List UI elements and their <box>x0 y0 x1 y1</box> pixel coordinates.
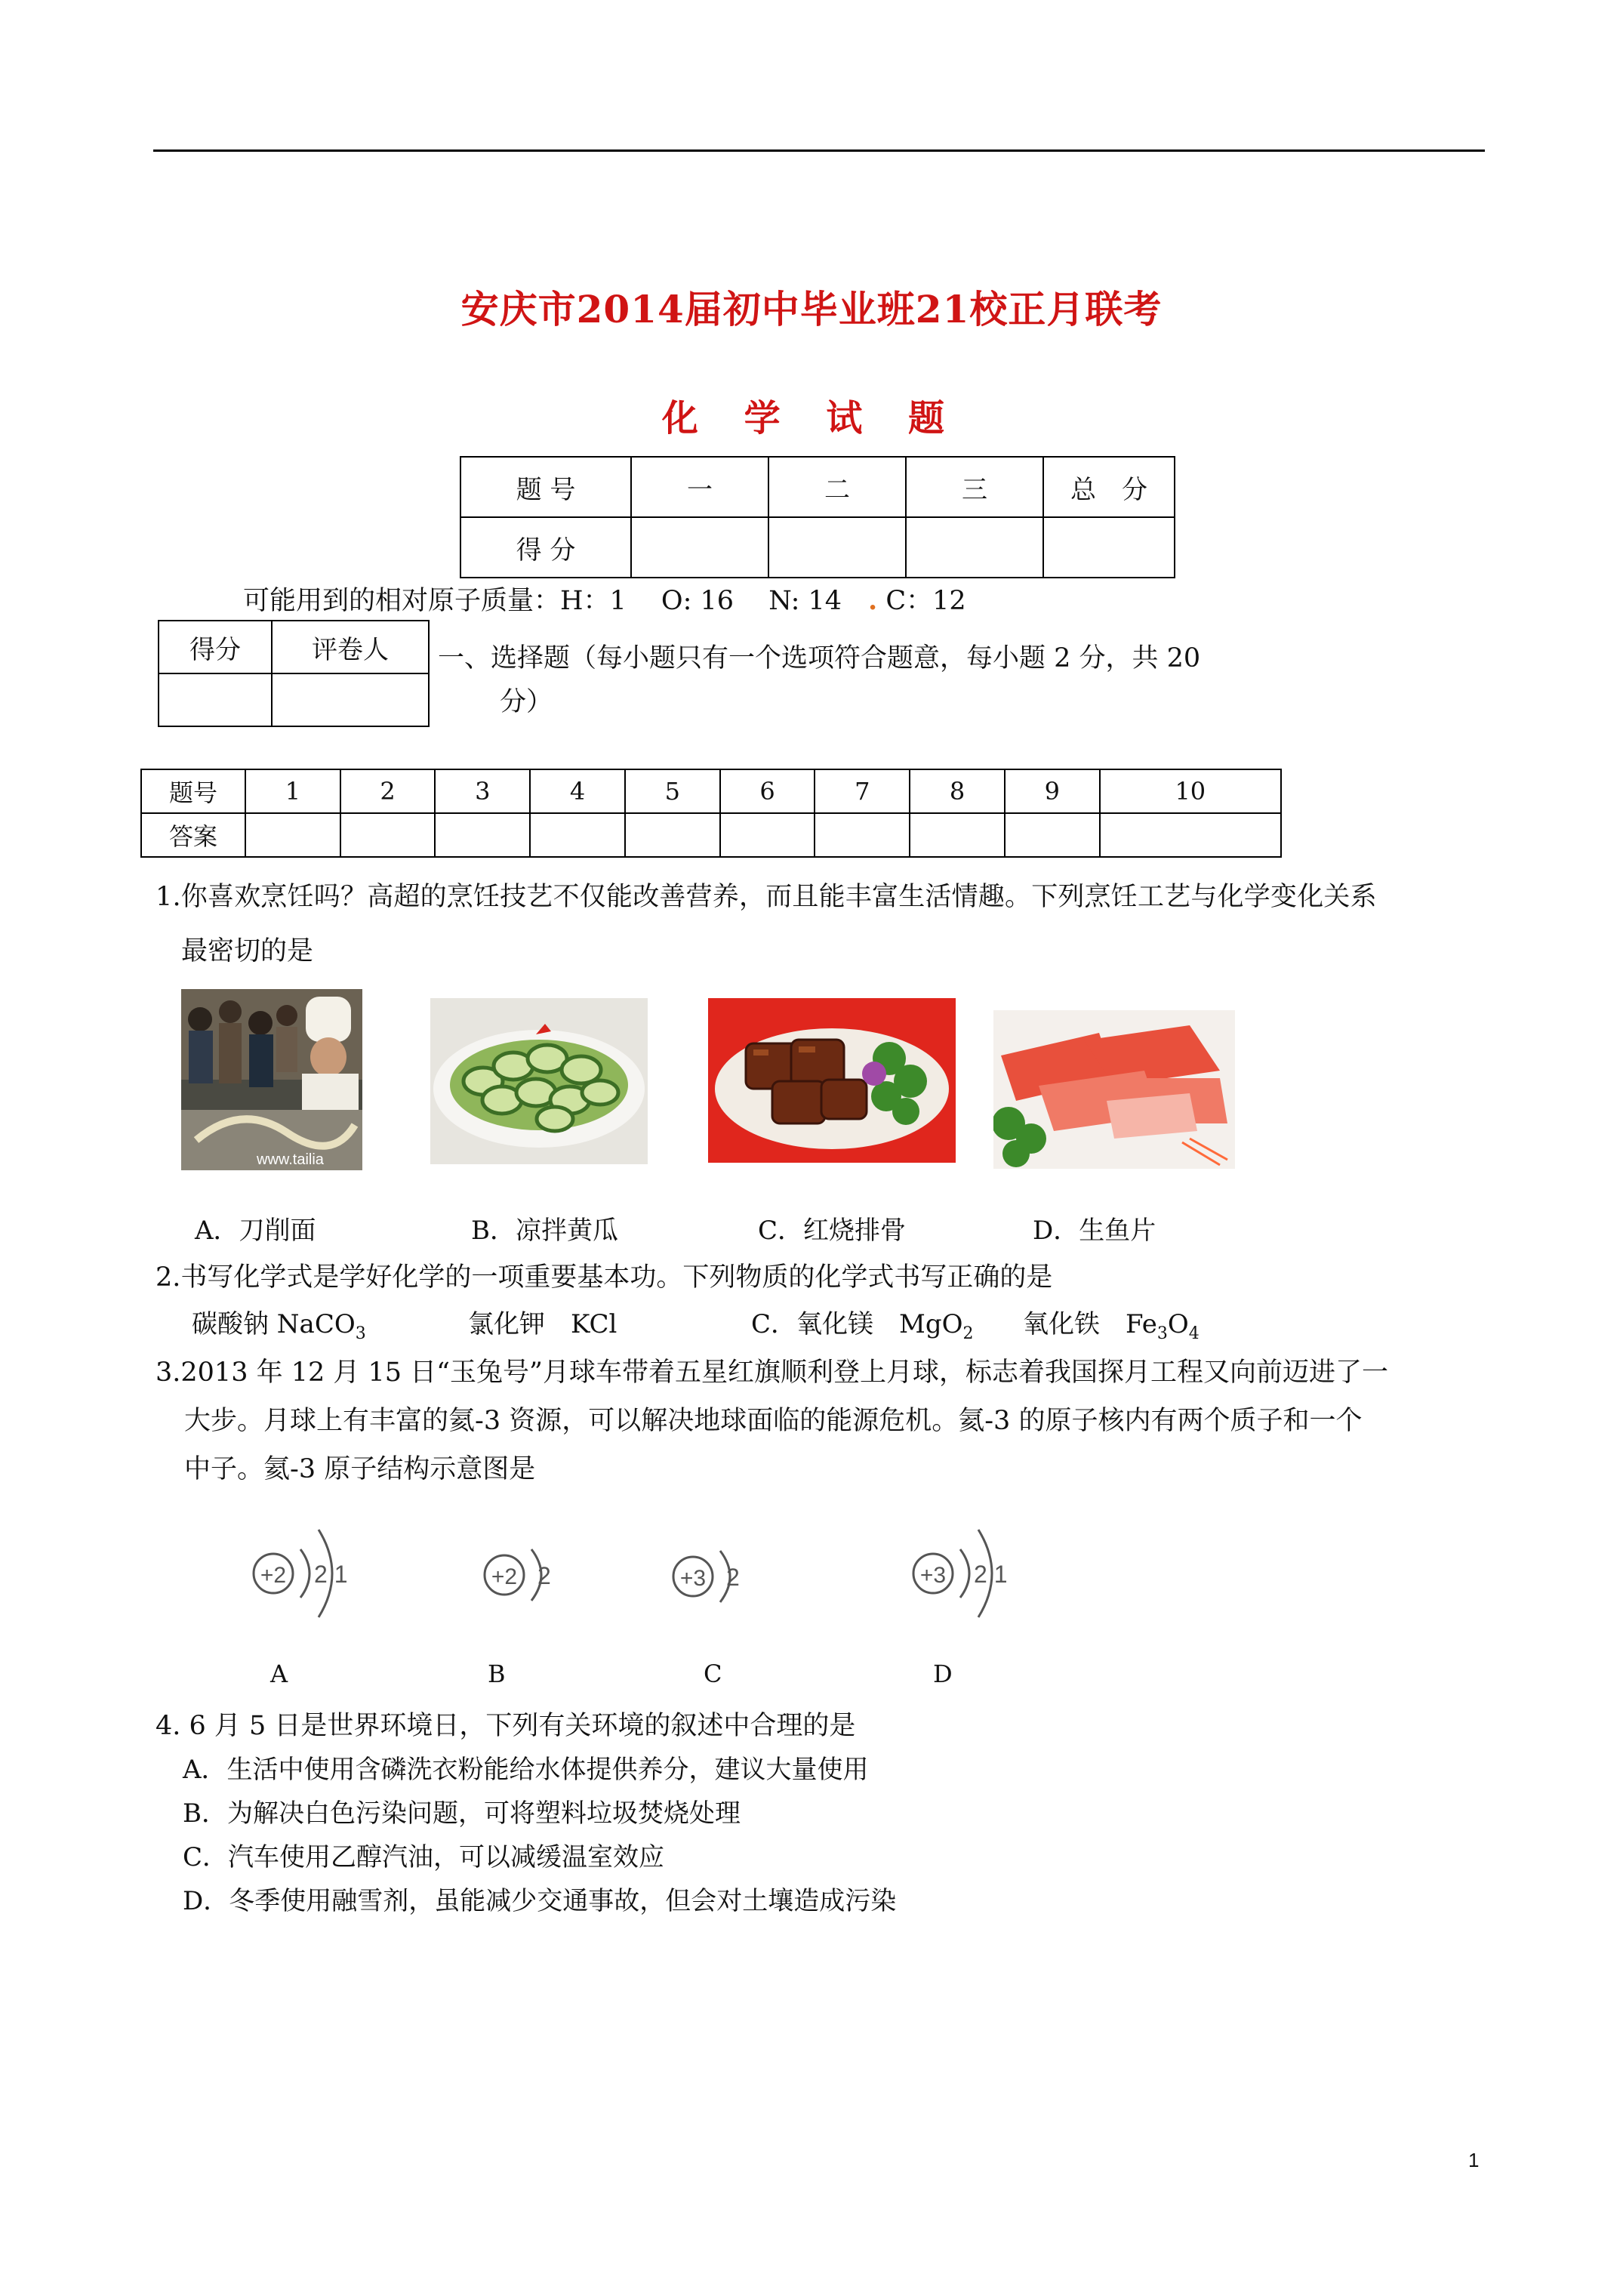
svg-text:+2: +2 <box>260 1563 287 1588</box>
svg-text:+3: +3 <box>919 1563 947 1588</box>
q2-option-b[interactable]: 氯化钾 KCl <box>468 1309 617 1339</box>
score-table <box>460 456 1175 578</box>
atom-label-a[interactable]: A <box>270 1660 288 1688</box>
answer-input-cell[interactable] <box>530 813 625 857</box>
question-number-cell: 3 <box>435 769 530 813</box>
atom-diagram-d <box>904 1513 1018 1634</box>
question-number-cell: 7 <box>815 769 910 813</box>
svg-text:+3: +3 <box>679 1566 707 1591</box>
score-input-cell[interactable] <box>1043 517 1175 578</box>
atom-label-b[interactable]: B <box>488 1660 506 1688</box>
question-number-cell: 2 <box>340 769 436 813</box>
photo-knife-cut-noodles <box>181 989 362 1170</box>
answer-input-cell[interactable] <box>910 813 1005 857</box>
atom-diagram-b <box>477 1522 568 1628</box>
q4-option-b[interactable]: B．为解决白色污染问题，可将塑料垃圾焚烧处理 <box>183 1798 741 1829</box>
highlight-dot: . <box>868 585 878 616</box>
grader-table <box>158 620 430 727</box>
question-number-cell: 6 <box>720 769 815 813</box>
question-number-cell: 1 <box>245 769 340 813</box>
grader-score-label: 得分 <box>159 621 272 673</box>
question-number-cell: 10 <box>1100 769 1281 813</box>
grader-name-input[interactable] <box>272 673 429 726</box>
answer-input-cell[interactable] <box>815 813 910 857</box>
question-number-cell: 9 <box>1005 769 1100 813</box>
score-header-cell: 三 <box>906 457 1043 517</box>
atom-diagram-a <box>246 1513 359 1634</box>
answer-header-label: 题号 <box>141 769 245 813</box>
q2-stem: 2.书写化学式是学好化学的一项重要基本功。下列物质的化学式书写正确的是 <box>156 1262 1053 1293</box>
score-label-cell: 得 分 <box>460 517 631 578</box>
svg-text:+2: +2 <box>491 1564 518 1589</box>
score-input-cell[interactable] <box>768 517 906 578</box>
svg-text:2 1: 2 1 <box>974 1561 1008 1588</box>
atom-label-c[interactable]: C <box>704 1660 722 1688</box>
exam-subtitle: 化 学 试 题 <box>661 397 962 439</box>
q1-option-a[interactable]: A．刀削面 <box>195 1216 316 1246</box>
q1-option-b[interactable]: B．凉拌黄瓜 <box>471 1216 618 1246</box>
section-heading-line2: 分） <box>500 687 553 717</box>
q4-stem: 4. 6 月 5 日是世界环境日，下列有关环境的叙述中合理的是 <box>156 1711 856 1741</box>
svg-text:2: 2 <box>726 1564 740 1591</box>
q2-option-a[interactable]: 碳酸钠 NaCO$_3$ <box>192 1309 366 1343</box>
section-heading-line1: 一、选择题（每小题只有一个选项符合题意，每小题 2 分，共 20 <box>438 643 1201 673</box>
answer-input-cell[interactable] <box>340 813 436 857</box>
score-header-cell: 题 号 <box>460 457 631 517</box>
top-rule <box>153 149 1485 152</box>
answer-input-cell[interactable] <box>625 813 720 857</box>
q1-option-c[interactable]: C．红烧排骨 <box>758 1216 907 1246</box>
photo-braised-ribs <box>708 998 956 1163</box>
score-header-cell: 一 <box>631 457 768 517</box>
atom-label-d[interactable]: D <box>933 1660 953 1688</box>
q4-option-a[interactable]: A．生活中使用含磷洗衣粉能给水体提供养分，建议大量使用 <box>183 1755 869 1785</box>
photo-cucumber-salad <box>430 998 648 1164</box>
q1-stem-line1: 1.你喜欢烹饪吗？高超的烹饪技艺不仅能改善营养，而且能丰富生活情趣。下列烹饪工艺与化学变化关系 <box>156 882 1377 912</box>
answer-input-cell[interactable] <box>435 813 530 857</box>
q3-stem-line1: 3.2013 年 12 月 15 日“玉兔号”月球车带着五星红旗顺利登上月球，标志着我国探月工程又向前迈进了一 <box>156 1358 1388 1388</box>
score-header-cell: 总 分 <box>1043 457 1175 517</box>
photo-sashimi <box>993 1010 1235 1169</box>
atom-diagram-c <box>664 1524 755 1629</box>
score-input-cell[interactable] <box>631 517 768 578</box>
score-header-cell: 二 <box>768 457 906 517</box>
answer-input-cell[interactable] <box>1005 813 1100 857</box>
q1-option-d[interactable]: D．生鱼片 <box>1033 1216 1156 1246</box>
q4-option-c[interactable]: C．汽车使用乙醇汽油，可以减缓温室效应 <box>183 1842 665 1872</box>
q2-option-c[interactable]: C．氧化镁 MgO$_2$ <box>751 1309 974 1343</box>
grader-score-input[interactable] <box>159 673 272 726</box>
question-number-cell: 5 <box>625 769 720 813</box>
question-number-cell: 8 <box>910 769 1005 813</box>
svg-text:2: 2 <box>537 1562 551 1589</box>
q3-stem-line3: 中子。氦-3 原子结构示意图是 <box>184 1454 536 1484</box>
answer-row-label: 答案 <box>141 813 245 857</box>
exam-title: 安庆市2014届初中毕业班21校正月联考 <box>460 287 1163 331</box>
answer-input-cell[interactable] <box>245 813 340 857</box>
q3-stem-line2: 大步。月球上有丰富的氦-3 资源，可以解决地球面临的能源危机。氦-3 的原子核内有两个质子和一个 <box>184 1406 1363 1436</box>
answer-table <box>140 769 1282 858</box>
page-number: 1 <box>1468 2149 1480 2171</box>
answer-input-cell[interactable] <box>1100 813 1281 857</box>
q1-stem-line2: 最密切的是 <box>181 936 314 966</box>
q4-option-d[interactable]: D．冬季使用融雪剂，虽能减少交通事故，但会对土壤造成污染 <box>183 1886 897 1916</box>
question-number-cell: 4 <box>530 769 625 813</box>
answer-input-cell[interactable] <box>720 813 815 857</box>
score-input-cell[interactable] <box>906 517 1043 578</box>
svg-text:2 1: 2 1 <box>314 1561 348 1588</box>
atomic-masses: 可能用到的相对原子质量：H：1 O: 16 N: 14 . C：12 <box>243 585 966 616</box>
photo-watermark: www.tailia <box>257 1151 324 1168</box>
grader-name-label: 评卷人 <box>272 621 429 673</box>
q2-option-d[interactable]: 氧化铁 $Fe_3O_4$ <box>1023 1309 1200 1343</box>
